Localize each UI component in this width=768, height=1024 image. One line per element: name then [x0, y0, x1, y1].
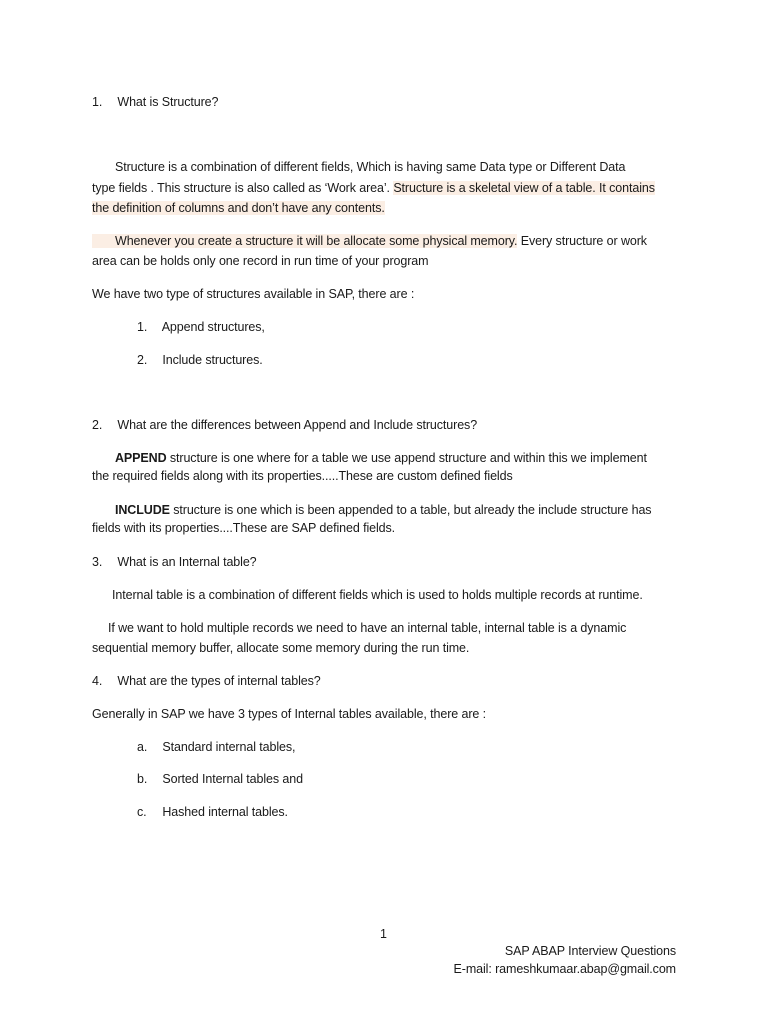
q2-heading-text: What are the differences between Append and Include structures? [117, 418, 478, 432]
q1-para2-highlight [92, 234, 517, 248]
q3-heading-text: What is an Internal table? [117, 555, 257, 569]
q3-para2-line2: sequential memory buffer, allocate some memory during the run time. [92, 641, 470, 655]
q1-para1-line2 [92, 181, 655, 195]
q2-append-line2: the required fields along with its properties.....These are custom defined fields [92, 469, 513, 483]
q2-include-line1-rest: structure is one which is been appended to a table, but already the include structure has [169, 503, 652, 517]
q4-heading [92, 674, 321, 688]
q2-include-line1 [115, 503, 651, 517]
q3-para1: Internal table is a combination of different fields which is used to holds multiple records at runtime. [112, 588, 643, 602]
q4-list-item-c-letter: c. [137, 805, 147, 819]
q1-para1-line2-highlight: Structure is a skeletal view of a table. It contains [393, 181, 655, 195]
q1-heading-text: What is Structure? [117, 95, 219, 109]
footer-title: SAP ABAP Interview Questions [504, 944, 676, 958]
q3-para2-line1: If we want to hold multiple records we need to have an internal table, internal table is a dynamic [108, 621, 627, 635]
q2-append-line1 [115, 451, 647, 465]
q4-list-item-b [137, 772, 303, 786]
q2-heading-number: 2. [92, 418, 103, 432]
q2-include-line2: fields with its properties....These are SAP defined fields. [92, 521, 396, 535]
q1-para2-line1-plain: Every structure or work [517, 234, 647, 248]
q4-list-item-b-letter: b. [137, 772, 148, 786]
q1-para1-line3-highlight: the definition of columns and don’t have any contents. [92, 201, 385, 215]
q4-heading-text: What are the types of internal tables? [117, 674, 321, 688]
q2-heading [92, 418, 477, 432]
q4-list-item-a [137, 740, 295, 754]
q2-append-line1-rest: structure is one where for a table we use append structure and within this we implement [166, 451, 647, 465]
q1-heading-number: 1. [92, 95, 103, 109]
q3-heading [92, 555, 257, 569]
q1-list-item-2-text: Include structures. [162, 353, 263, 367]
q1-para1-line3 [92, 201, 385, 215]
q4-heading-number: 4. [92, 674, 103, 688]
q1-para2-line1 [92, 234, 647, 248]
q4-list-item-b-text: Sorted Internal tables and [162, 772, 303, 786]
q4-list-item-a-text: Standard internal tables, [162, 740, 296, 754]
q1-para1-line1: Structure is a combination of different fields, Which is having same Data type or Different Data [115, 160, 626, 174]
q4-list-item-c-text: Hashed internal tables. [162, 805, 288, 819]
q1-list-item-1-number: 1. [137, 320, 148, 334]
q4-list-item-a-letter: a. [137, 740, 148, 754]
footer-email: E-mail: rameshkumaar.abap@gmail.com [453, 962, 676, 976]
q1-para1-line2-plain: type fields . This structure is also called as ‘Work area’. [92, 181, 394, 195]
q4-list-item-c [137, 805, 288, 819]
q1-para3: We have two type of structures available in SAP, there are : [92, 287, 415, 301]
q2-append-keyword: APPEND [115, 451, 167, 465]
q1-list-item-2 [137, 353, 263, 367]
q1-list-item-2-number: 2. [137, 353, 148, 367]
page-number: 1 [380, 927, 387, 941]
q1-para2-line2: area can be holds only one record in run time of your program [92, 254, 429, 268]
q3-heading-number: 3. [92, 555, 103, 569]
q1-para2-highlight-text: Whenever you create a structure it will be allocate some physical memory. [115, 234, 518, 248]
q4-para1: Generally in SAP we have 3 types of Internal tables available, there are : [92, 707, 486, 721]
q2-include-keyword: INCLUDE [115, 503, 170, 517]
q1-list-item-1 [137, 320, 265, 334]
q1-heading [92, 95, 218, 109]
q1-list-item-1-text: Append structures, [161, 320, 265, 334]
